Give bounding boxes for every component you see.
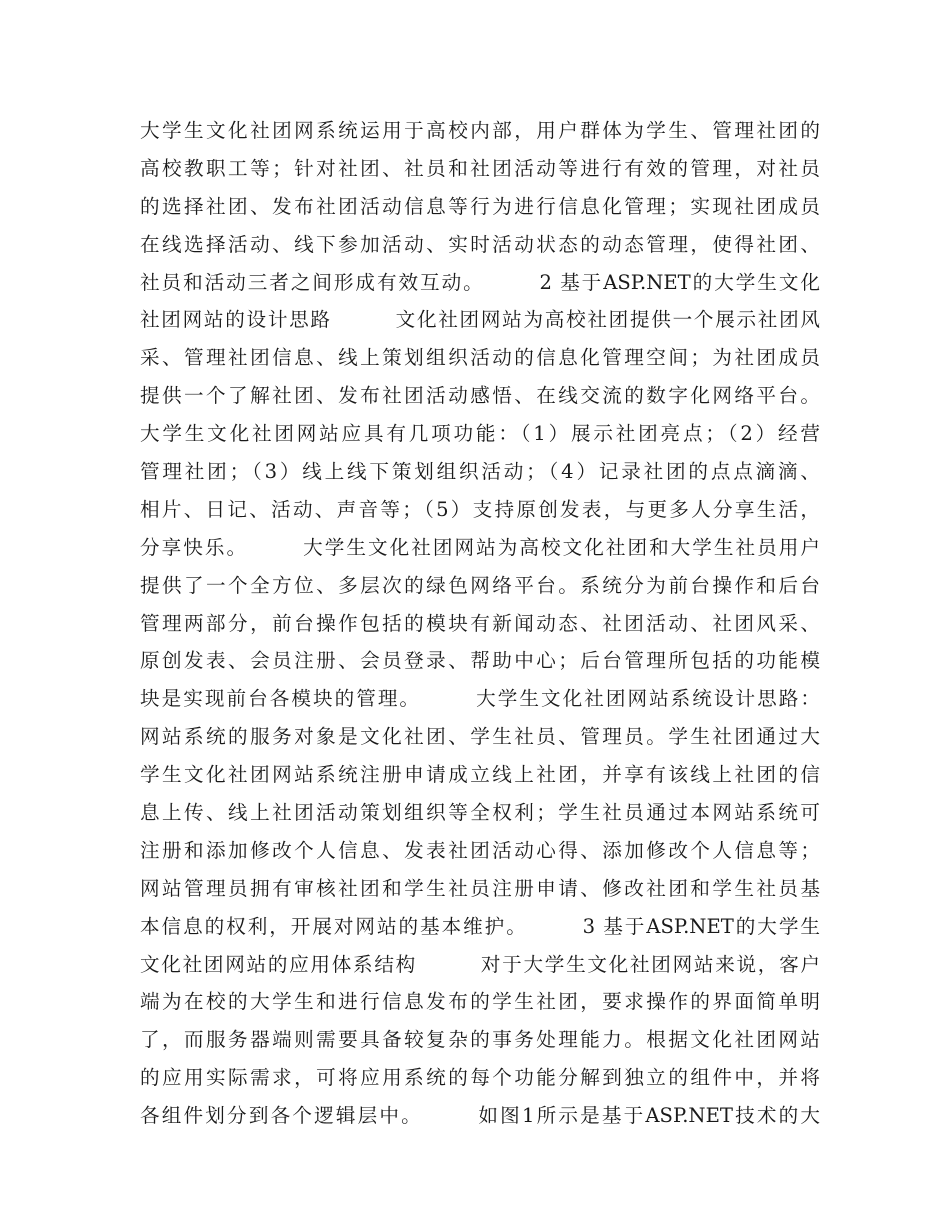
- text-line: 相片、日记、活动、声音等；（5）支持原创发表，与更多人分享生活，: [140, 497, 820, 521]
- text-line: 大学生文化社团网站应具有几项功能：（1）展示社团亮点；（2）经营: [140, 422, 820, 446]
- text-line: 本信息的权利，开展对网站的基本维护。 3 基于ASP.NET的大学生: [140, 914, 820, 938]
- text-line: 了，而服务器端则需要具备较复杂的事务处理能力。根据文化社团网站: [140, 1028, 820, 1052]
- text-line: 大学生文化社团网系统运用于高校内部，用户群体为学生、管理社团的: [140, 119, 820, 142]
- text-line: 端为在校的大学生和进行信息发布的学生社团，要求操作的界面简单明: [140, 990, 820, 1014]
- text-line: 的选择社团、发布社团活动信息等行为进行信息化管理；实现社团成员: [140, 194, 820, 218]
- text-line: 各组件划分到各个逻辑层中。 如图1所示是基于ASP.NET技术的大: [140, 1104, 820, 1128]
- text-line: 原创发表、会员注册、会员登录、帮助中心；后台管理所包括的功能模: [140, 649, 820, 673]
- text-line: 在线选择活动、线下参加活动、实时活动状态的动态管理，使得社团、: [140, 232, 820, 256]
- text-line: 学生文化社团网站系统注册申请成立线上社团，并享有该线上社团的信: [140, 763, 820, 787]
- text-line: 管理两部分，前台操作包括的模块有新闻动态、社团活动、社团风采、: [140, 611, 820, 635]
- text-line: 息上传、线上社团活动策划组织等全权利；学生社员通过本网站系统可: [140, 801, 820, 825]
- text-line: 采、管理社团信息、线上策划组织活动的信息化管理空间；为社团成员: [140, 346, 820, 370]
- text-line: 提供了一个全方位、多层次的绿色网络平台。系统分为前台操作和后台: [140, 573, 820, 597]
- body-text: [140, 112, 820, 1135]
- text-line: 社团网站的设计思路 文化社团网站为高校社团提供一个展示社团风: [140, 308, 820, 332]
- text-line: 的应用实际需求，可将应用系统的每个功能分解到独立的组件中，并将: [140, 1066, 820, 1090]
- text-line: 文化社团网站的应用体系结构 对于大学生文化社团网站来说，客户: [140, 952, 820, 976]
- text-line: 高校教职工等；针对社团、社员和社团活动等进行有效的管理，对社员: [140, 156, 820, 180]
- text-line: 网站管理员拥有审核社团和学生社员注册申请、修改社团和学生社员基: [140, 876, 820, 900]
- text-line: 注册和添加修改个人信息、发表社团活动心得、添加修改个人信息等；: [140, 838, 820, 862]
- text-line: 块是实现前台各模块的管理。 大学生文化社团网站系统设计思路：: [140, 687, 820, 711]
- text-line: 网站系统的服务对象是文化社团、学生社员、管理员。学生社团通过大: [140, 725, 820, 749]
- text-line: 社员和活动三者之间形成有效互动。 2 基于ASP.NET的大学生文化: [140, 270, 820, 294]
- text-line: 管理社团；（3）线上线下策划组织活动；（4）记录社团的点点滴滴、: [140, 460, 820, 484]
- text-line: 提供一个了解社团、发布社团活动感悟、在线交流的数字化网络平台。: [140, 384, 820, 408]
- text-line: 分享快乐。 大学生文化社团网站为高校文化社团和大学生社员用户: [140, 535, 820, 559]
